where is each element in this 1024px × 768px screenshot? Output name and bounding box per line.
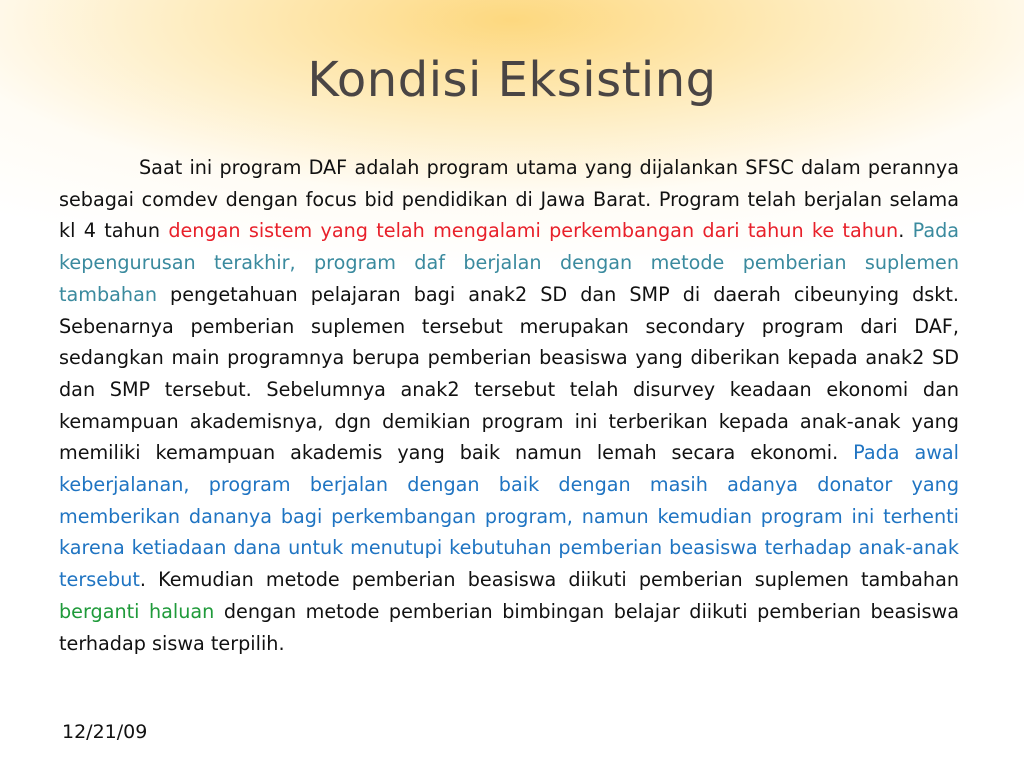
text-segment-continuation: . Kemudian metode pemberian beasiswa diikuti pemberian suplemen tambahan — [139, 568, 959, 592]
text-segment-ending: dengan metode pemberian bimbingan belajar diikuti pemberian beasiswa terhadap siswa terpilih. — [59, 599, 959, 655]
text-segment-highlight-red: dengan sistem yang telah mengalami perkembangan dari tahun ke tahun — [168, 219, 899, 243]
text-segment-middle: pengetahuan pelajaran bagi anak2 SD dan SMP di daerah cibeunying dskt. Sebenarnya pemberian suplemen tersebut merupakan secondary program dari DAF, sedangkan main programnya berupa pemberian beasiswa yang diberikan kepada anak2 SD dan SMP tersebut. Sebelumnya anak2 tersebut telah disurvey keadaan ekonomi dan kemampuan akademisnya, dgn demikian program ini terberikan kepada anak-anak yang memiliki kemampuan akademis yang baik namun lemah secara ekonomi. — [59, 282, 959, 465]
body-paragraph — [59, 152, 959, 659]
text-segment-highlight-teal: Pada kepengurusan terakhir, program daf berjalan dengan metode pemberian suplemen tambahan — [59, 219, 960, 306]
slide-title: Kondisi Eksisting — [307, 52, 717, 108]
text-segment-period: . — [898, 219, 913, 243]
slide-date: 12/21/09 — [62, 721, 148, 743]
text-segment-intro: Saat ini program DAF adalah program utama yang dijalankan SFSC dalam perannya sebagai comdev dengan focus bid pendidikan di Jawa Barat. Program telah berjalan selama kl 4 tahun — [59, 156, 959, 243]
text-segment-highlight-blue: Pada awal keberjalanan, program berjalan dengan baik dengan masih adanya donator yang memberikan dananya bagi perkembangan program, namun kemudian program ini terhenti karena ketiadaan dana untuk menutupi kebutuhan pemberian beasiswa terhadap anak-anak tersebut — [59, 441, 959, 592]
text-segment-highlight-green: berganti haluan — [59, 599, 215, 623]
